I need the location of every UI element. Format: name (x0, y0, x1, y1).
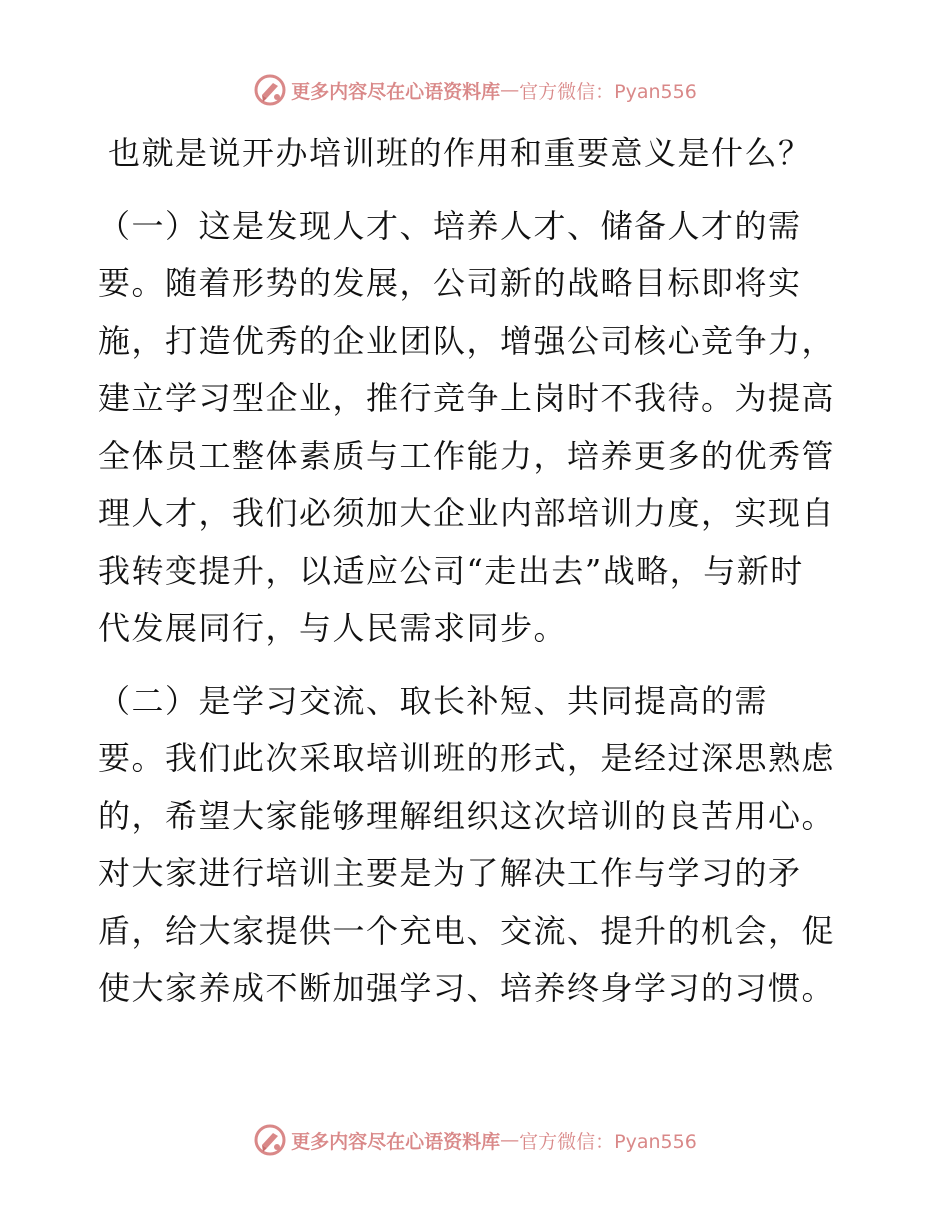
text-line: 我转变提升，以适应公司“走出去”战略，与新时 (98, 551, 804, 590)
text-line: 要。我们此次采取培训班的形式，是经过深思熟虑 (98, 739, 836, 777)
text-line: 要。随着形势的发展，公司新的战略目标即将实 (98, 264, 802, 302)
text-line: （二）是学习交流、取长补短、共同提高的需 (98, 681, 769, 720)
text-line: 使大家养成不断加强学习、培养终身学习的习惯。 (98, 969, 836, 1007)
text-line: 理人才，我们必须加大企业内部培训力度，实现自 (98, 494, 836, 532)
text-line: 盾，给大家提供一个充电、交流、提升的机会，促 (98, 911, 836, 950)
footer-banner (0, 1120, 950, 1160)
text-line: 全体员工整体素质与工作能力，培养更多的优秀管 (98, 436, 836, 475)
banner-sub-text: 官方微信：Pyan556 (519, 1130, 697, 1153)
brand-logo-icon (253, 1123, 287, 1157)
text-line: 的，希望大家能够理解组织这次培训的良苦用心。 (98, 796, 836, 835)
text-line: 代发展同行，与人民需求同步。 (98, 609, 568, 647)
banner-main-text: 更多内容尽在心语资料库 (291, 1130, 501, 1153)
question-line: 也就是说开办培训班的作用和重要意义是什么？ (108, 134, 812, 172)
brand-logo-icon (253, 73, 287, 107)
text-line: （一）这是发现人才、培养人才、储备人才的需 (98, 206, 802, 245)
banner-sub-text: 官方微信：Pyan556 (519, 80, 697, 103)
banner-dash: — (500, 1129, 520, 1151)
paragraph-2 (98, 673, 858, 1018)
text-line: 施，打造优秀的企业团队，增强公司核心竞争力， (98, 321, 836, 360)
document-body (98, 125, 858, 1018)
banner-dash: — (500, 79, 520, 101)
paragraph-1 (98, 198, 858, 658)
header-banner (0, 70, 950, 110)
text-line: 建立学习型企业，推行竞争上岗时不我待。为提高 (98, 379, 836, 417)
banner-main-text: 更多内容尽在心语资料库 (291, 80, 501, 103)
text-line: 对大家进行培训主要是为了解决工作与学习的矛 (98, 854, 802, 892)
